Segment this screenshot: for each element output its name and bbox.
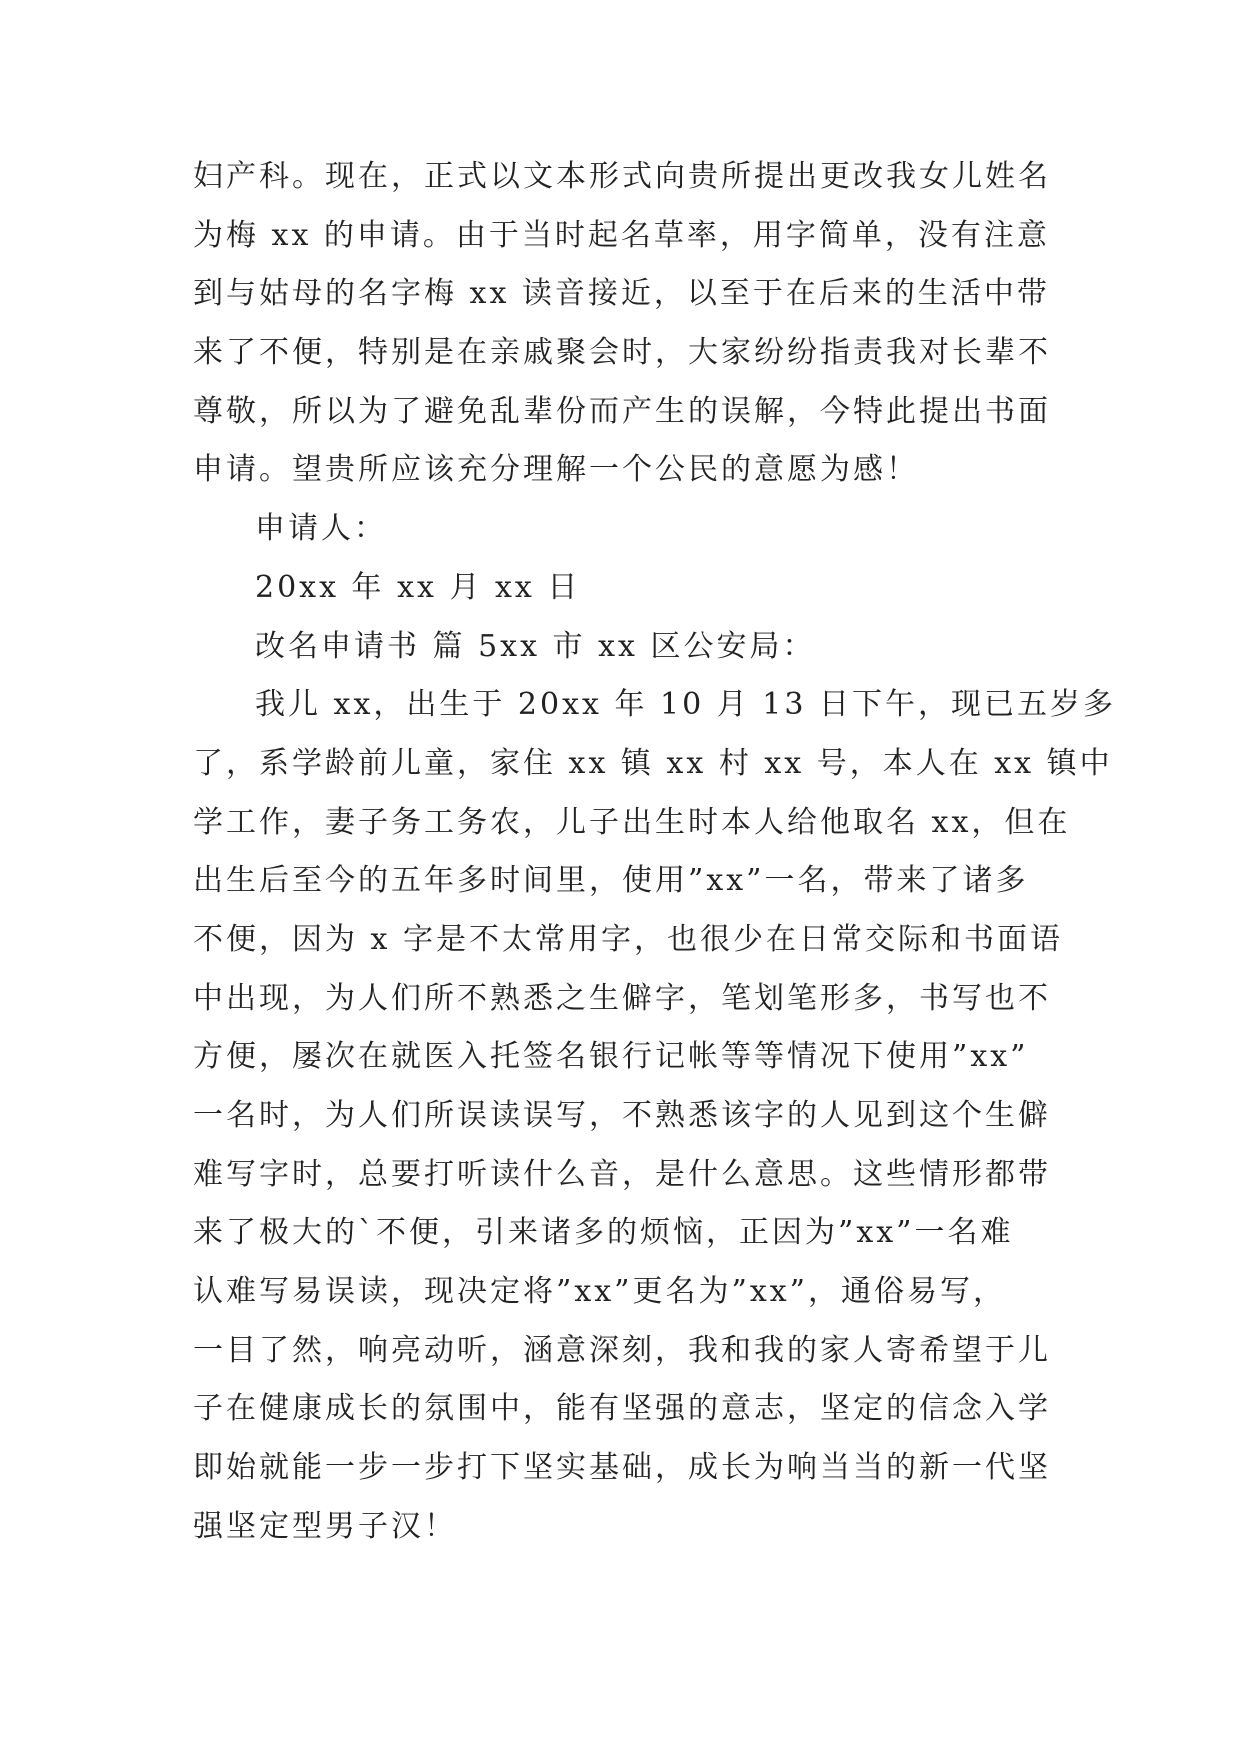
text-line: 学工作，妻子务工务农，儿子出生时本人给他取名 xx，但在	[193, 804, 1071, 840]
text-line: 难写字时，总要打听读什么音，是什么意思。这些情形都带	[193, 1156, 1051, 1192]
text-line: 20xx 年 xx 月 xx 日	[255, 569, 581, 605]
text-line: 来了不便，特别是在亲戚聚会时，大家纷纷指责我对长辈不	[193, 335, 1051, 371]
text-line: 认难写易误读，现决定将”xx”更名为”xx”，通俗易写，	[193, 1274, 1007, 1310]
text-line: 妇产科。现在，正式以文本形式向贵所提出更改我女儿姓名	[193, 159, 1051, 194]
text-line: 中出现，为人们所不熟悉之生僻字，笔划笔形多，书写也不	[193, 980, 1051, 1016]
text-line: 来了极大的`不便，引来诸多的烦恼，正因为”xx”一名难	[193, 1215, 1014, 1251]
text-line: 一名时，为人们所误读误写，不熟悉该字的人见到这个生僻	[193, 1098, 1051, 1133]
text-line: 一目了然，响亮动听，涵意深刻，我和我的家人寄希望于儿	[193, 1332, 1051, 1368]
text-line: 了，系学龄前儿童，家住 xx 镇 xx 村 xx 号，本人在 xx 镇中	[193, 745, 1113, 781]
text-line: 即始就能一步一步打下坚实基础，成长为响当当的新一代坚	[193, 1450, 1051, 1486]
document-body	[193, 148, 1116, 1557]
text-line: 尊敬，所以为了避免乱辈份而产生的误解，今特此提出书面	[193, 393, 1051, 429]
text-line: 方便，屡次在就医入托签名银行记帐等等情况下使用”xx”	[193, 1039, 1029, 1075]
text-line: 改名申请书 篇 5xx 市 xx 区公安局：	[255, 628, 816, 664]
text-line: 我儿 xx，出生于 20xx 年 10 月 13 日下午，现已五岁多	[255, 687, 1116, 723]
text-line: 为梅 xx 的申请。由于当时起名草率，用字简单，没有注意	[193, 217, 1050, 253]
text-line: 申请。望贵所应该充分理解一个公民的意愿为感！	[193, 452, 919, 488]
text-line: 强坚定型男子汉！	[193, 1508, 457, 1544]
text-line: 不便，因为 x 字是不太常用字，也很少在日常交际和书面语	[193, 921, 1063, 957]
text-line: 申请人：	[255, 511, 387, 547]
text-line: 到与姑母的名字梅 xx 读音接近，以至于在后来的生活中带	[193, 276, 1050, 312]
text-line: 子在健康成长的氛围中，能有坚强的意志，坚定的信念入学	[193, 1391, 1051, 1427]
text-line: 出生后至今的五年多时间里，使用”xx”一名，带来了诸多	[193, 863, 1029, 899]
